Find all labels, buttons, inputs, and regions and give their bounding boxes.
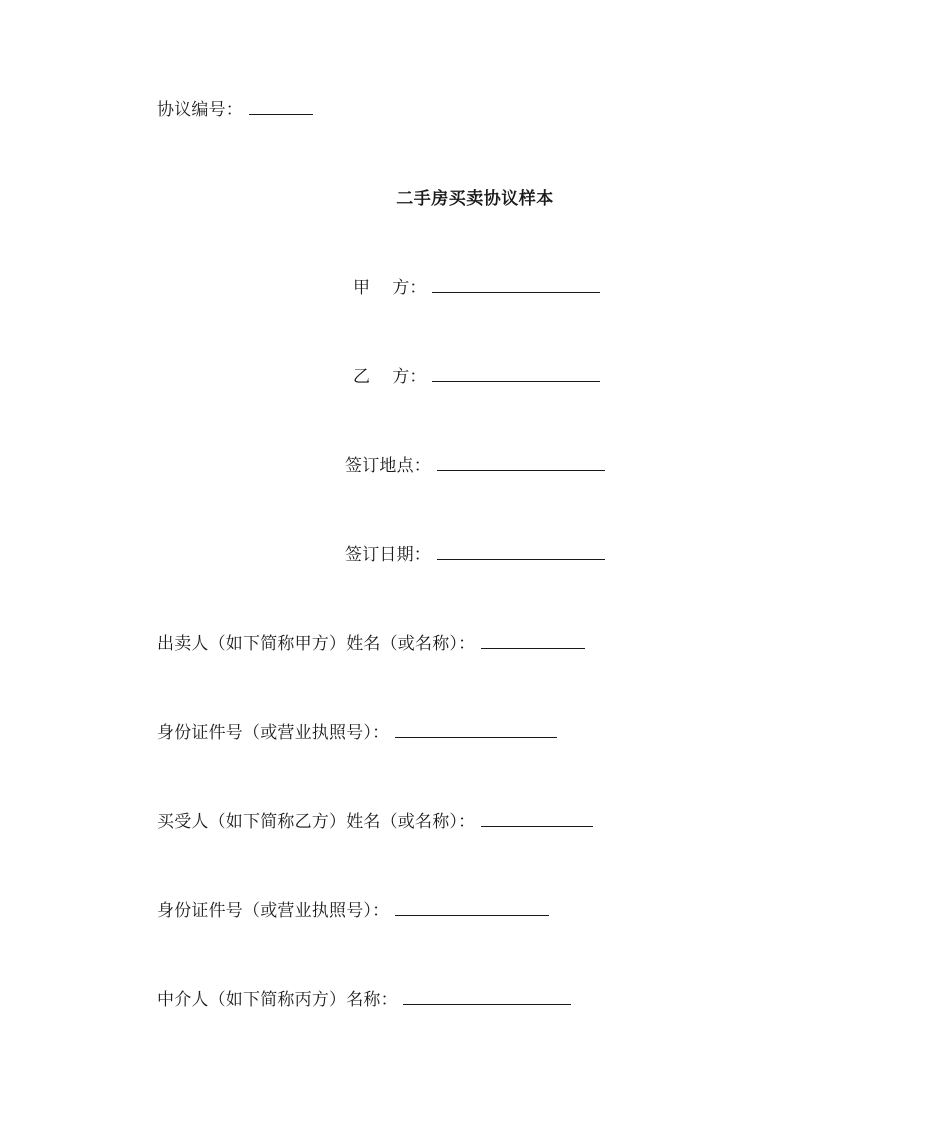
sign-place-line (345, 454, 605, 478)
party-a-blank[interactable] (432, 276, 600, 293)
buyer-id-line (157, 899, 549, 923)
seller-line (157, 632, 585, 656)
buyer-id-label: 身份证件号（或营业执照号）： (157, 901, 390, 921)
agent-line (157, 988, 571, 1012)
party-a-label-suffix: 方： (392, 278, 427, 298)
seller-id-blank[interactable] (395, 721, 557, 738)
buyer-id-blank[interactable] (395, 899, 549, 916)
sign-date-line (345, 543, 605, 567)
party-b-label-char: 乙 (353, 367, 371, 387)
agreement-number-label: 协议编号： (157, 100, 243, 120)
sign-date-blank[interactable] (437, 543, 605, 560)
sign-date-label: 签订日期： (345, 545, 431, 565)
document-title: 二手房买卖协议样本 (396, 189, 554, 209)
sign-place-blank[interactable] (437, 454, 605, 471)
seller-id-label: 身份证件号（或营业执照号）： (157, 723, 390, 743)
agent-blank[interactable] (403, 988, 571, 1005)
agent-label: 中介人（如下简称丙方）名称： (157, 990, 398, 1010)
buyer-label: 买受人（如下简称乙方）姓名（或名称）： (157, 812, 476, 832)
party-b-blank[interactable] (432, 365, 600, 382)
seller-id-line (157, 721, 557, 745)
seller-blank[interactable] (481, 632, 585, 649)
buyer-blank[interactable] (481, 810, 593, 827)
seller-label: 出卖人（如下简称甲方）姓名（或名称）： (157, 634, 476, 654)
sign-place-label: 签订地点： (345, 456, 431, 476)
agreement-number-line (157, 98, 313, 122)
party-b-line (353, 365, 600, 389)
buyer-line (157, 810, 593, 834)
party-a-line (353, 276, 600, 300)
party-a-label-char: 甲 (353, 278, 371, 298)
agreement-number-blank[interactable] (249, 98, 313, 115)
party-b-label-suffix: 方： (392, 367, 427, 387)
